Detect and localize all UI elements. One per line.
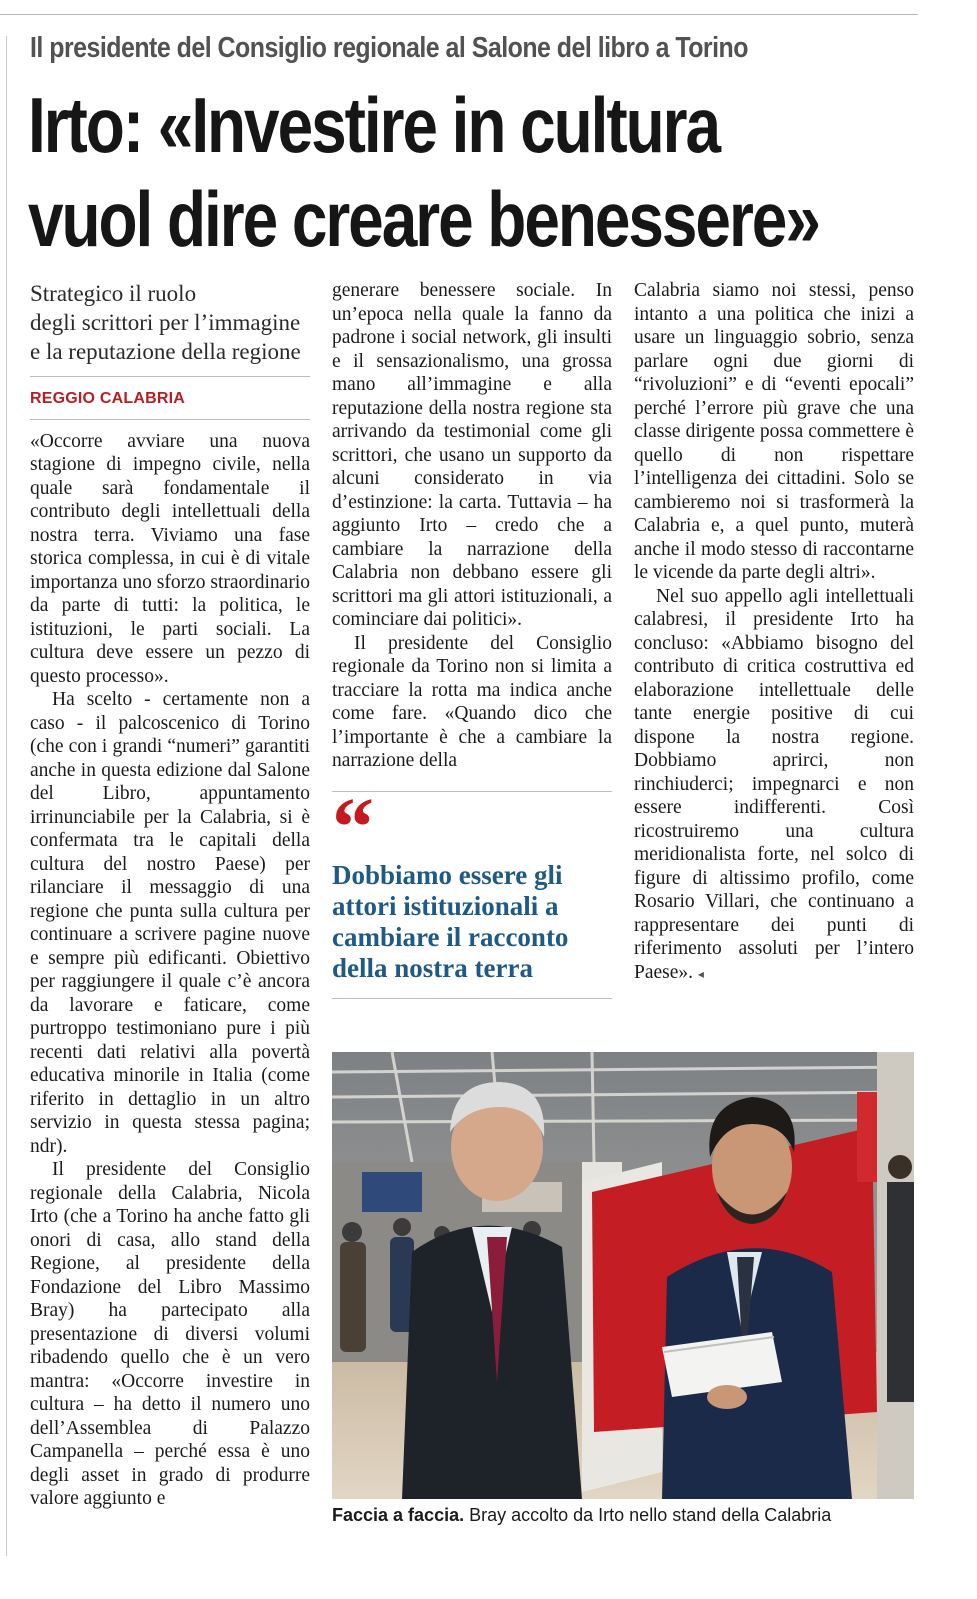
body-paragraph: Calabria siamo noi stessi, penso intanto a una politica che inizi a usare un linguaggio sobrio, senza parlare ogni due giorni di “rivoluzioni” e di “eventi epocali” perché l’errore più grave che una classe dirigente possa commettere è quello di non rispettare l’intelligenza dei cittadini. Solo se cambieremo noi si trasformerà la Calabria e, a quel punto, muterà anche il modo stesso di raccontarne le vicende da parte degli altri». [634,280,914,583]
photo-caption [332,1505,932,1526]
pull-quote [332,780,612,999]
column-3 [634,279,914,986]
summary-line-3: e la reputazione della regione [30,339,301,364]
body-paragraph: generare benessere sociale. In un’epoca nella quale la fanno da padrone i social network, gli insulti e il sensazionalismo, una grossa mano all’immagine e alla reputazione della nostra regione sta arrivando da testimonial come gli scrittori, che usano un supporto da alcuni considerato in via d’estinzione: la carta. Tuttavia – ha aggiunto Irto – credo che a cambiare la narrazione della Calabria non debbano essere gli scrittori ma gli attori istituzionali, a cominciare dai politici». [332,280,612,630]
summary-line-2: degli scrittori per l’immagine [30,310,301,335]
body-paragraph: Il presidente del Consiglio regionale da Torino non si limita a tracciare la rotta ma indica anche come fare. «Quando dico che l’importante è che a cambiare la narrazione della [332,632,612,771]
headline-line-2: vuol dire creare benessere» [28,175,819,263]
headline-line-1: Irto: «Investire in cultura [28,81,720,169]
summary [30,279,310,377]
caption-label: Faccia a faccia. [332,1505,465,1525]
column-1 [30,279,310,1511]
summary-line-1: Strategico il ruolo [30,281,197,306]
photo-illustration [332,1052,914,1499]
column-2 [332,279,612,999]
top-rule [0,14,918,15]
body-paragraph: Il presidente del Consiglio regionale della Calabria, Nicola Irto (che a Torino ha anche fatto gli onori di casa, allo stand della Regione, al presidente della Fondazione del Libro Massimo Bray) ha partecipato alla presentazione di diversi volumi ribadendo quello che è un vero mantra: «Occorre investire in cultura – ha detto il numero uno dell’Assemblea di Palazzo Campanella – perché essa è uno degli asset in grado di produrre valore aggiunto e [30,1159,310,1509]
article-photo [332,1052,914,1499]
quote-mark-icon: “ [332,780,374,874]
pull-quote-text: Dobbiamo essere gli attori istituzionali a cambiare il racconto della nostra terra [332,860,612,999]
body-paragraph: «Occorre avviare una nuova stagione di impegno civile, nella quale sarà fondamentale il contributo degli intellettuali della nostra terra. Viviamo una fase storica complessa, in cui è di vitale importanza uno sforzo straordinario da parte di tutti: la politica, le istituzioni, le parti sociali. La cultura deve essere un pezzo di questo processo». [30,430,310,687]
body-paragraph-text: Nel suo appello agli intellettuali calabresi, il presidente Irto ha concluso: «Abbiamo bisogno del contributo di critica costruttiva ed elaborazione intellettuale delle tante energie positive di cui dispone la nostra regione. Dobbiamo aprirci, non rinchiuderci; impegnarci e non essere indifferenti. Così ricostruiremo una cultura meridionalista forte, nel solco di figure di altissimo profilo, come Rosario Villari, che continuano a rappresentare dei punti di riferimento assoluti per l’intero Paese». [634,585,914,983]
end-of-article-icon: ◂ [697,966,704,981]
body-paragraph [634,585,914,987]
dateline: REGGIO CALABRIA [30,387,310,420]
body-paragraph: Ha scelto - certamente non a caso - il palcoscenico di Torino (che con i grandi “numeri” garantiti anche in questa edizione dal Salone del Libro, appuntamento irrinunciabile per la Calabria, si è confermata tra le capitali della cultura del nostro Paese) per rilanciare il messaggio di una regione che punta sulla cultura per continuare a scrivere pagine nuove e sempre più edificanti. Obiettivo per raggiungere il quale c’è ancora da lavorare e faticare, come purtroppo testimoniano pure i più recenti dati relativi alla povertà educativa minorile in Italia (come riferito in dettaglio in un altro servizio in questa stessa pagina; ndr). [30,689,310,1157]
left-margin-rule [6,36,7,1556]
caption-text: Bray accolto da Irto nello stand della Calabria [464,1505,832,1525]
headline [28,78,897,266]
kicker: Il presidente del Consiglio regionale al Salone del libro a Torino [30,32,748,64]
